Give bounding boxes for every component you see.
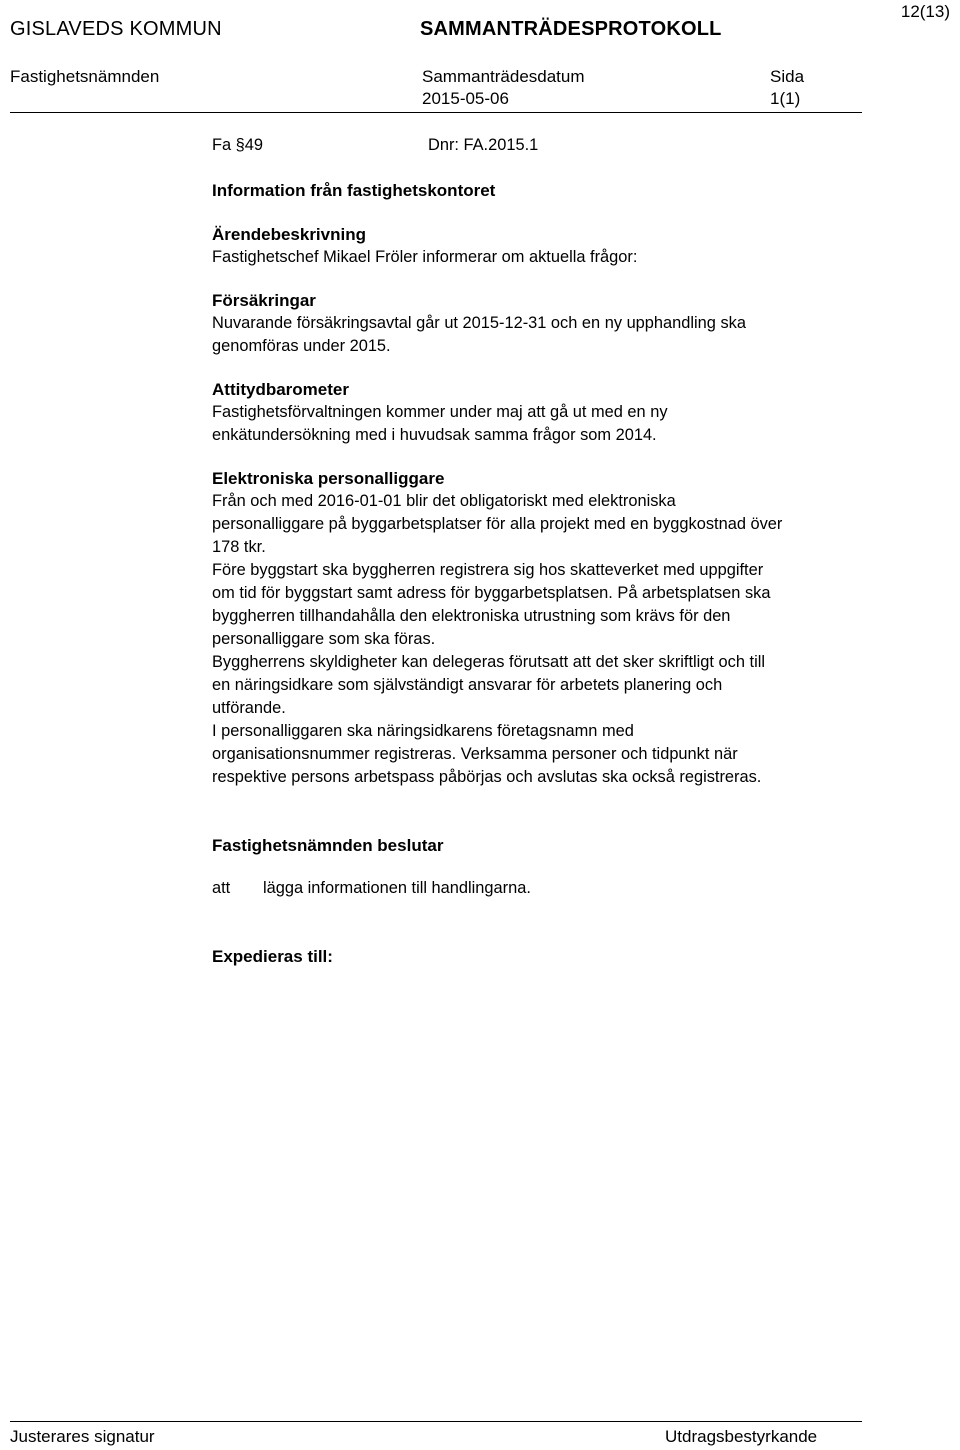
section-text-line: respektive persons arbetspass påbörjas och avslutas ska också registreras. xyxy=(212,768,762,786)
section-heading: Attitydbarometer xyxy=(212,380,349,399)
section-text-line: utförande. xyxy=(212,699,286,717)
section-text-line: enkätundersökning med i huvudsak samma frågor som 2014. xyxy=(212,426,657,444)
document-body xyxy=(212,134,852,968)
section-text-line: 178 tkr. xyxy=(212,538,266,556)
section-text-line: Från och med 2016-01-01 blir det obligatoriskt med elektroniska xyxy=(212,492,676,510)
section-text-line: Byggherrens skyldigheter kan delegeras förutsatt att det sker skriftligt och till xyxy=(212,653,765,671)
decision-att: att xyxy=(212,879,231,897)
section-heading: Elektroniska personalliggare xyxy=(212,469,445,488)
meeting-date: 2015-05-06 xyxy=(422,89,509,108)
section xyxy=(212,289,852,358)
board-name: Fastighetsnämnden xyxy=(10,67,160,86)
header-divider xyxy=(10,112,862,113)
section xyxy=(212,467,852,789)
reference-row xyxy=(212,134,852,157)
section-text-line: personalliggare som ska föras. xyxy=(212,630,436,648)
page-label: Sida xyxy=(770,67,805,86)
document-title: Information från fastighetskontoret xyxy=(212,181,496,200)
section-text-line: genomföras under 2015. xyxy=(212,337,391,355)
section-text-line: I personalliggaren ska näringsidkarens företagsnamn med xyxy=(212,722,634,740)
distribution-heading: Expedieras till: xyxy=(212,947,333,966)
section-heading: Ärendebeskrivning xyxy=(212,225,366,244)
section xyxy=(212,223,852,269)
section-text-line: Före byggstart ska byggherren registrera sig hos skatteverket med uppgifter xyxy=(212,561,764,579)
section-text-line: en näringsidkare som självständigt ansvarar för arbetets planering och xyxy=(212,676,723,694)
sections xyxy=(212,223,852,789)
diary-number: Dnr: FA.2015.1 xyxy=(428,136,539,154)
section-text-line: om tid för byggstart samt adress för byggarbetsplatsen. På arbetsplatsen ska xyxy=(212,584,771,602)
decision-row xyxy=(212,877,852,900)
section-text-line: Fastighetsförvaltningen kommer under maj att gå ut med en ny xyxy=(212,403,668,421)
section-heading: Försäkringar xyxy=(212,291,316,310)
organization-name: GISLAVEDS KOMMUN xyxy=(10,18,222,40)
decision-heading: Fastighetsnämnden beslutar xyxy=(212,836,444,855)
section-text-line: personalliggare på byggarbetsplatser för alla projekt med en byggkostnad över xyxy=(212,515,783,533)
section-text-line: byggherren tillhandahålla den elektroniska utrustning som krävs för den xyxy=(212,607,731,625)
section-text-line: Nuvarande försäkringsavtal går ut 2015-12-31 och en ny upphandling ska xyxy=(212,314,746,332)
footer-divider xyxy=(10,1421,862,1422)
meeting-date-label: Sammanträdesdatum xyxy=(422,67,585,86)
decision-text: lägga informationen till handlingarna. xyxy=(263,879,531,897)
page-number: 12(13) xyxy=(900,2,950,21)
page-value: 1(1) xyxy=(770,89,801,108)
paragraph-number: Fa §49 xyxy=(212,136,264,154)
signature-label: Justerares signatur xyxy=(10,1427,155,1446)
section-text-line: organisationsnummer registreras. Verksamma personer och tidpunkt när xyxy=(212,745,738,763)
document-type: SAMMANTRÄDESPROTOKOLL xyxy=(420,18,722,40)
section xyxy=(212,378,852,447)
section-text-line: Fastighetschef Mikael Fröler informerar om aktuella frågor: xyxy=(212,248,638,266)
certification-label: Utdragsbestyrkande xyxy=(665,1427,818,1446)
